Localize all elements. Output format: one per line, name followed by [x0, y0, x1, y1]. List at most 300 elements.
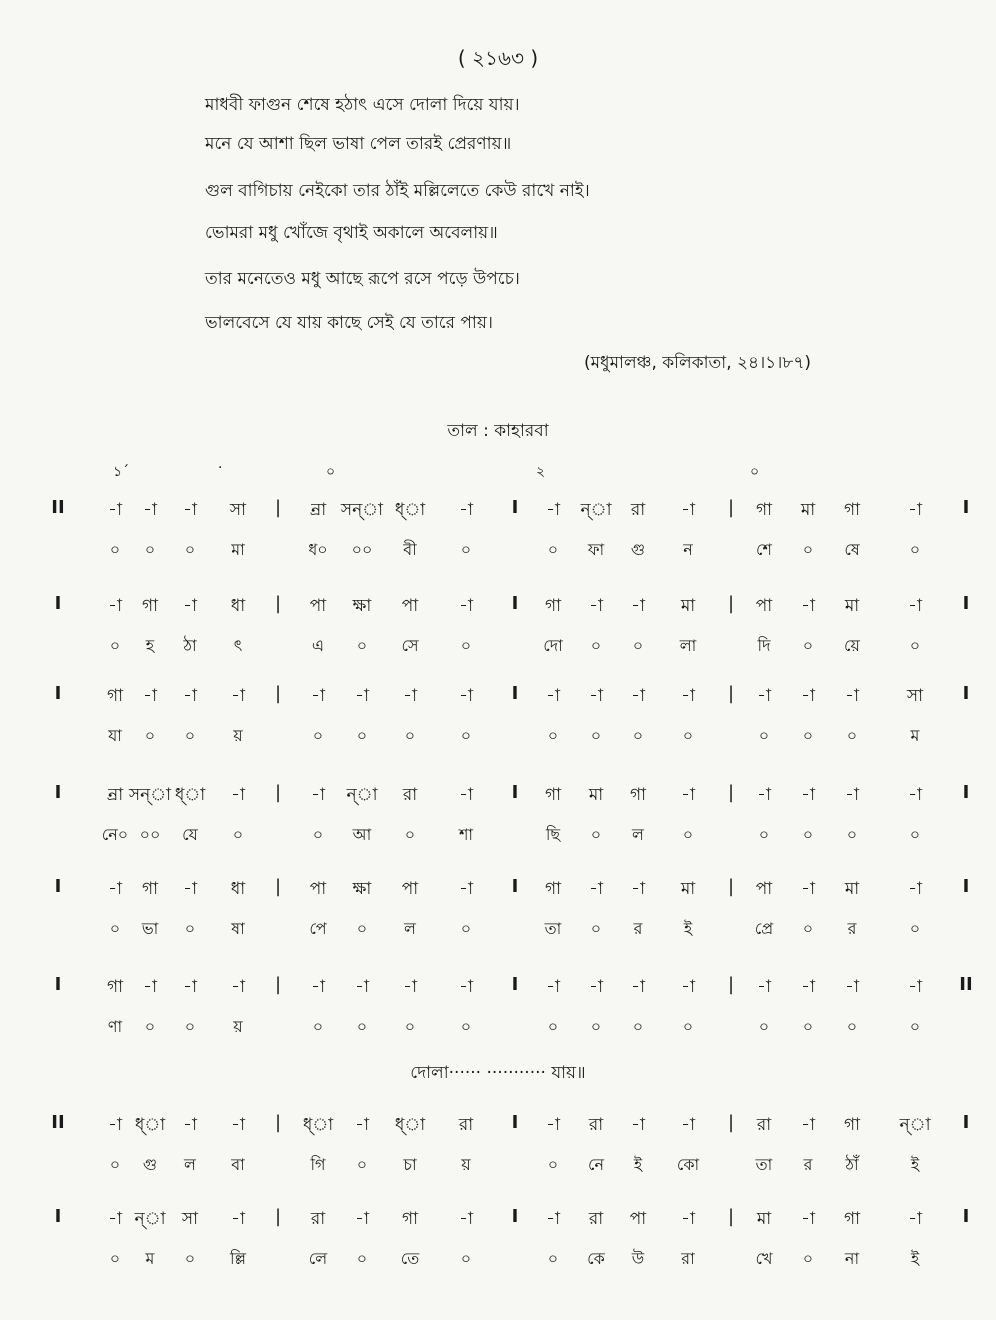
swara-note: ধা	[230, 879, 246, 899]
lyric-syllable: ০	[312, 825, 324, 844]
swara-note: -া	[589, 879, 603, 899]
notation-row	[0, 1206, 996, 1236]
song-number: ( ২১৬৩ )	[457, 46, 539, 70]
lyric-syllable: ০	[356, 919, 368, 938]
bar-line: |	[274, 782, 282, 803]
swara-note: -া	[681, 686, 695, 706]
swara-note: -া	[908, 500, 922, 520]
swara-note: গা	[544, 596, 562, 616]
swara-note: -া	[355, 1209, 369, 1229]
lyric-syllable: কে	[587, 1249, 605, 1268]
lyric-syllable: ০	[144, 726, 156, 745]
swara-note: ন্া	[346, 785, 378, 805]
bar-line: I	[54, 876, 62, 897]
swara-note: -া	[311, 977, 325, 997]
bar-line: |	[274, 1206, 282, 1227]
lyric-syllable: তা	[755, 1155, 773, 1174]
swara-note: -া	[681, 1209, 695, 1229]
lyric-syllable: ০	[909, 636, 921, 655]
lyric-syllable: র	[803, 1155, 813, 1174]
syllable-row	[0, 1246, 996, 1276]
swara-note: পা	[629, 1209, 647, 1229]
lyric-syllable: র	[847, 919, 857, 938]
lyric-syllable: শে	[756, 540, 772, 559]
lyric-syllable: ০	[184, 919, 196, 938]
lyric-syllable: য়	[461, 1155, 471, 1174]
swara-note: সন্া	[128, 785, 172, 805]
swara-note: -া	[757, 686, 771, 706]
lyric-syllable: ই	[910, 1155, 920, 1174]
lyric-line: ভালবেসে যে যায় কাছে সেই যে তারে পায়।	[205, 313, 493, 333]
swara-note: -া	[546, 1115, 560, 1135]
lyric-syllable: ল	[404, 919, 416, 938]
bar-line: I	[511, 782, 519, 803]
swara-note: -া	[757, 785, 771, 805]
syllable-row	[0, 916, 996, 946]
syllable-row	[0, 723, 996, 753]
lyric-syllable: শা	[458, 825, 474, 844]
lyric-syllable: গু	[142, 1155, 158, 1174]
notation-row	[0, 683, 996, 713]
lyric-syllable: ০	[802, 726, 814, 745]
lyric-syllable: নে	[587, 1155, 605, 1174]
source-note: (মধুমালঞ্চ, কলিকাতা, ২৪।১।৮৭)	[583, 353, 811, 373]
bar-line: |	[274, 593, 282, 614]
swara-note: -া	[801, 977, 815, 997]
lyric-syllable: ০	[184, 1017, 196, 1036]
lyric-syllable: ০	[547, 726, 559, 745]
swara-note: -া	[589, 977, 603, 997]
bar-line: II	[959, 974, 973, 995]
swara-note: মা	[800, 500, 816, 520]
lyric-syllable: ০	[460, 1017, 472, 1036]
swara-note: -া	[681, 785, 695, 805]
lyric-syllable: ০	[758, 726, 770, 745]
swara-note: -া	[546, 1209, 560, 1229]
swara-note: -া	[108, 879, 122, 899]
swara-note: -া	[631, 596, 645, 616]
lyric-syllable: ০	[802, 1249, 814, 1268]
lyric-syllable: ০	[909, 1017, 921, 1036]
lyric-syllable: ম	[145, 1249, 155, 1268]
notation-row	[0, 974, 996, 1004]
swara-note: গা	[843, 1115, 861, 1135]
swara-note: -া	[403, 686, 417, 706]
swara-note: -া	[845, 977, 859, 997]
lyric-syllable: ধ০	[308, 540, 328, 559]
swara-note: -া	[459, 879, 473, 899]
swara-note: -া	[231, 686, 245, 706]
lyric-line: ভোমরা মধু খোঁজে বৃথাই অকালে অবেলায়॥	[205, 223, 498, 243]
bar-line: I	[54, 683, 62, 704]
lyric-syllable: ল	[632, 825, 644, 844]
lyric-syllable: বী	[403, 540, 417, 559]
swara-note: রা	[458, 1115, 474, 1135]
lyric-syllable: ০	[184, 540, 196, 559]
lyric-syllable: ০	[460, 540, 472, 559]
lyric-syllable: ০	[460, 636, 472, 655]
swara-note: -া	[546, 686, 560, 706]
lyric-syllable: দো	[543, 636, 563, 655]
swara-note: গা	[843, 1209, 861, 1229]
swara-note: -া	[631, 686, 645, 706]
syllable-row	[0, 1152, 996, 1182]
lyric-syllable: যা	[108, 726, 122, 745]
bar-line: I	[962, 782, 970, 803]
bar-line: I	[511, 497, 519, 518]
syllable-row	[0, 537, 996, 567]
lyric-syllable: ষা	[231, 919, 245, 938]
swara-note: রা	[756, 1115, 772, 1135]
lyric-syllable: ০	[404, 726, 416, 745]
bar-line: I	[962, 1206, 970, 1227]
swara-note: -া	[845, 785, 859, 805]
lyric-syllable: ০	[909, 919, 921, 938]
lyric-syllable: ০	[356, 1017, 368, 1036]
swara-note: রা	[402, 785, 418, 805]
beat-mark: ১´	[113, 464, 130, 480]
bar-line: I	[511, 593, 519, 614]
swara-note: পা	[401, 596, 419, 616]
swara-note: ধ্া	[174, 785, 206, 805]
bar-line: I	[54, 974, 62, 995]
swara-note: -া	[183, 977, 197, 997]
swara-note: -া	[801, 596, 815, 616]
notation-row	[0, 593, 996, 623]
lyric-syllable: না	[844, 1249, 860, 1268]
lyric-syllable: তা	[544, 919, 562, 938]
lyric-syllable: ০	[846, 726, 858, 745]
bar-line: |	[274, 683, 282, 704]
swara-note: পা	[401, 879, 419, 899]
swara-note: সন্া	[340, 500, 384, 520]
swara-note: সা	[181, 1209, 199, 1229]
lyric-syllable: ০	[682, 825, 694, 844]
lyric-syllable: লা	[679, 636, 697, 655]
swara-note: -া	[231, 1209, 245, 1229]
notation-row	[0, 876, 996, 906]
swara-note: রা	[588, 1209, 604, 1229]
swara-note: ক্ষা	[352, 596, 372, 616]
lyric-syllable: ০	[802, 636, 814, 655]
swara-note: -া	[801, 879, 815, 899]
notation-row	[0, 1112, 996, 1142]
swara-note: -া	[631, 1115, 645, 1135]
swara-note: সা	[229, 500, 247, 520]
lyric-syllable: পে	[309, 919, 327, 938]
tal-heading: তাল : কাহারবা	[447, 421, 549, 441]
swara-note: -া	[231, 785, 245, 805]
lyric-syllable: ০	[356, 1249, 368, 1268]
swara-note: গা	[106, 977, 124, 997]
swara-note: গা	[141, 879, 159, 899]
lyric-syllable: চা	[403, 1155, 417, 1174]
lyric-syllable: ০	[682, 726, 694, 745]
bar-line: |	[274, 974, 282, 995]
lyric-syllable: সে	[401, 636, 419, 655]
swara-note: মা	[680, 879, 696, 899]
lyric-syllable: ০	[547, 540, 559, 559]
swara-note: -া	[183, 596, 197, 616]
swara-note: -া	[459, 500, 473, 520]
lyric-syllable: ০	[632, 636, 644, 655]
swara-note: -া	[459, 596, 473, 616]
bar-line: I	[962, 683, 970, 704]
swara-note: -া	[801, 785, 815, 805]
lyric-syllable: ০	[632, 726, 644, 745]
lyric-syllable: উ	[631, 1249, 645, 1268]
lyric-line: মাধবী ফাগুন শেষে হঠাৎ এসে দোলা দিয়ে যায়।	[205, 95, 520, 115]
swara-note: -া	[108, 1115, 122, 1135]
lyric-syllable: ০	[547, 1017, 559, 1036]
lyric-syllable: ০	[590, 919, 602, 938]
swara-note: পা	[755, 879, 773, 899]
swara-note: পা	[309, 596, 327, 616]
swara-note: -া	[589, 596, 603, 616]
swara-note: -া	[311, 686, 325, 706]
bar-line: |	[727, 497, 735, 518]
lyric-syllable: ল	[184, 1155, 196, 1174]
swara-note: ন্রা	[309, 500, 327, 520]
bar-line: I	[511, 1112, 519, 1133]
swara-note: -া	[108, 500, 122, 520]
swara-note: -া	[546, 977, 560, 997]
lyric-line: গুল বাগিচায় নেইকো তার ঠাঁই মল্লিলেতে কেউ রাখে নাই।	[205, 181, 590, 201]
notation-row	[0, 782, 996, 812]
lyric-syllable: বা	[231, 1155, 245, 1174]
swara-note: মা	[588, 785, 604, 805]
swara-note: গা	[755, 500, 773, 520]
bar-line: |	[727, 876, 735, 897]
bar-line: |	[274, 1112, 282, 1133]
swara-note: রা	[588, 1115, 604, 1135]
swara-note: -া	[908, 596, 922, 616]
lyric-syllable: ম	[910, 726, 920, 745]
lyric-syllable: রা	[681, 1249, 695, 1268]
section-marker: দোলা······ ··········· যায়॥	[410, 1063, 586, 1083]
lyric-syllable: যে	[182, 825, 198, 844]
swara-note: -া	[108, 1209, 122, 1229]
swara-note: গা	[544, 785, 562, 805]
bar-line: II	[51, 497, 65, 518]
swara-note: গা	[106, 686, 124, 706]
bar-line: |	[727, 683, 735, 704]
bar-line: I	[54, 782, 62, 803]
lyric-line: মনে যে আশা ছিল ভাষা পেল তারই প্রেরণায়॥	[205, 134, 512, 154]
beat-mark: ২	[536, 464, 546, 480]
lyric-syllable: দি	[757, 636, 771, 655]
lyric-syllable: ০	[404, 825, 416, 844]
syllable-row	[0, 1014, 996, 1044]
lyric-syllable: ছি	[545, 825, 561, 844]
lyric-syllable: ০	[802, 1017, 814, 1036]
lyric-syllable: গু	[630, 540, 646, 559]
lyric-syllable: ০	[404, 1017, 416, 1036]
lyric-syllable: ০	[356, 1155, 368, 1174]
swara-note: মা	[844, 596, 860, 616]
bar-line: I	[511, 974, 519, 995]
lyric-syllable: ০	[312, 726, 324, 745]
lyric-syllable: ০	[802, 825, 814, 844]
swara-note: -া	[143, 977, 157, 997]
lyric-syllable: তে	[400, 1249, 420, 1268]
swara-note: গা	[141, 596, 159, 616]
lyric-syllable: আ	[352, 825, 372, 844]
lyric-syllable: ষে	[844, 540, 860, 559]
swara-note: ক্ষা	[352, 879, 372, 899]
swara-note: গা	[843, 500, 861, 520]
swara-note: -া	[681, 977, 695, 997]
swara-note: ধ্া	[302, 1115, 334, 1135]
lyric-syllable: য়ে	[844, 636, 860, 655]
bar-line: I	[54, 1206, 62, 1227]
swara-note: -া	[355, 977, 369, 997]
lyric-syllable: ০	[460, 726, 472, 745]
lyric-syllable: ০	[144, 540, 156, 559]
lyric-syllable: ০	[590, 636, 602, 655]
lyric-syllable: ০	[109, 636, 121, 655]
lyric-syllable: ০	[758, 825, 770, 844]
swara-note: -া	[231, 977, 245, 997]
lyric-syllable: ০	[184, 726, 196, 745]
lyric-syllable: মা	[231, 540, 245, 559]
swara-note: মা	[756, 1209, 772, 1229]
lyric-syllable: ০	[144, 1017, 156, 1036]
swara-note: -া	[143, 686, 157, 706]
bar-line: I	[962, 876, 970, 897]
swara-note: ধ্া	[394, 1115, 426, 1135]
lyric-syllable: ০	[802, 540, 814, 559]
lyric-syllable: ০	[312, 1017, 324, 1036]
swara-note: -া	[589, 686, 603, 706]
swara-note: ন্া	[580, 500, 612, 520]
swara-note: -া	[908, 785, 922, 805]
swara-note: -া	[183, 500, 197, 520]
swara-note: -া	[845, 686, 859, 706]
bar-line: |	[727, 1206, 735, 1227]
lyric-syllable: গি	[310, 1155, 326, 1174]
lyric-syllable: ০	[109, 540, 121, 559]
swara-note: -া	[459, 977, 473, 997]
swara-note: -া	[908, 1209, 922, 1229]
swara-note: -া	[908, 977, 922, 997]
swara-note: -া	[403, 977, 417, 997]
lyric-syllable: ০	[682, 1017, 694, 1036]
syllable-row	[0, 633, 996, 663]
lyric-syllable: খে	[755, 1249, 773, 1268]
swara-note: -া	[546, 500, 560, 520]
lyric-syllable: ০	[232, 825, 244, 844]
lyric-syllable: ঠা	[183, 636, 197, 655]
lyric-syllable: ০	[590, 1017, 602, 1036]
lyric-syllable: ০০	[139, 825, 161, 844]
swara-note: গা	[629, 785, 647, 805]
swara-note: -া	[183, 686, 197, 706]
lyric-syllable: ঠাঁ	[845, 1155, 859, 1174]
swara-note: রা	[310, 1209, 326, 1229]
lyric-syllable: প্রে	[754, 919, 774, 938]
lyric-syllable: ০	[909, 540, 921, 559]
lyric-syllable: ০	[460, 919, 472, 938]
swara-note: -া	[801, 1115, 815, 1135]
swara-note: মা	[844, 879, 860, 899]
lyric-syllable: এ	[311, 636, 325, 655]
swara-note: ধ্া	[394, 500, 426, 520]
bar-line: I	[54, 593, 62, 614]
lyric-syllable: ০	[356, 636, 368, 655]
swara-note: -া	[459, 785, 473, 805]
lyric-syllable: ০	[109, 1249, 121, 1268]
lyric-syllable: য়	[233, 1017, 243, 1036]
bar-line: I	[511, 1206, 519, 1227]
beat-mark: ০	[326, 464, 336, 480]
lyric-syllable: ই	[910, 1249, 920, 1268]
swara-note: -া	[757, 977, 771, 997]
swara-note: -া	[355, 686, 369, 706]
swara-note: মা	[680, 596, 696, 616]
bar-line: I	[511, 683, 519, 704]
swara-note: -া	[908, 879, 922, 899]
swara-note: -া	[231, 1115, 245, 1135]
bar-line: |	[274, 497, 282, 518]
swara-note: -া	[801, 1209, 815, 1229]
notation-row	[0, 497, 996, 527]
lyric-syllable: য়	[233, 726, 243, 745]
beat-mark: ·	[218, 460, 223, 476]
swara-note: -া	[681, 1115, 695, 1135]
lyric-syllable: ০	[184, 1249, 196, 1268]
lyric-syllable: কো	[676, 1155, 700, 1174]
lyric-syllable: ণা	[107, 1017, 123, 1036]
lyric-syllable: ০	[632, 1017, 644, 1036]
swara-note: -া	[183, 879, 197, 899]
swara-note: ন্া	[134, 1209, 166, 1229]
lyric-syllable: নে০	[101, 825, 129, 844]
lyric-syllable: ল্লি	[230, 1249, 246, 1268]
lyric-syllable: ভা	[141, 919, 159, 938]
bar-line: I	[962, 1112, 970, 1133]
bar-line: I	[511, 876, 519, 897]
swara-note: -া	[143, 500, 157, 520]
lyric-syllable: ০	[109, 1155, 121, 1174]
bar-line: II	[51, 1112, 65, 1133]
lyric-syllable: ০	[109, 919, 121, 938]
lyric-syllable: ০	[909, 825, 921, 844]
lyric-syllable: ই	[633, 1155, 643, 1174]
lyric-syllable: ০	[460, 1249, 472, 1268]
swara-note: -া	[355, 1115, 369, 1135]
swara-note: -া	[801, 686, 815, 706]
lyric-syllable: ০	[590, 726, 602, 745]
swara-note: ধা	[230, 596, 246, 616]
lyric-syllable: ০	[590, 825, 602, 844]
lyric-syllable: ৎ	[233, 636, 243, 655]
bar-line: |	[727, 974, 735, 995]
swara-note: ন্া	[899, 1115, 931, 1135]
swara-note: -া	[459, 1209, 473, 1229]
lyric-syllable: ফা	[587, 540, 605, 559]
lyric-syllable: র	[633, 919, 643, 938]
lyric-syllable: ০	[846, 1017, 858, 1036]
lyric-syllable: ০	[356, 726, 368, 745]
lyric-syllable: ০	[547, 1249, 559, 1268]
lyric-syllable: ই	[683, 919, 693, 938]
swara-note: রা	[630, 500, 646, 520]
bar-line: |	[727, 593, 735, 614]
bar-line: I	[962, 497, 970, 518]
swara-note: -া	[631, 977, 645, 997]
lyric-syllable: ০০	[351, 540, 373, 559]
